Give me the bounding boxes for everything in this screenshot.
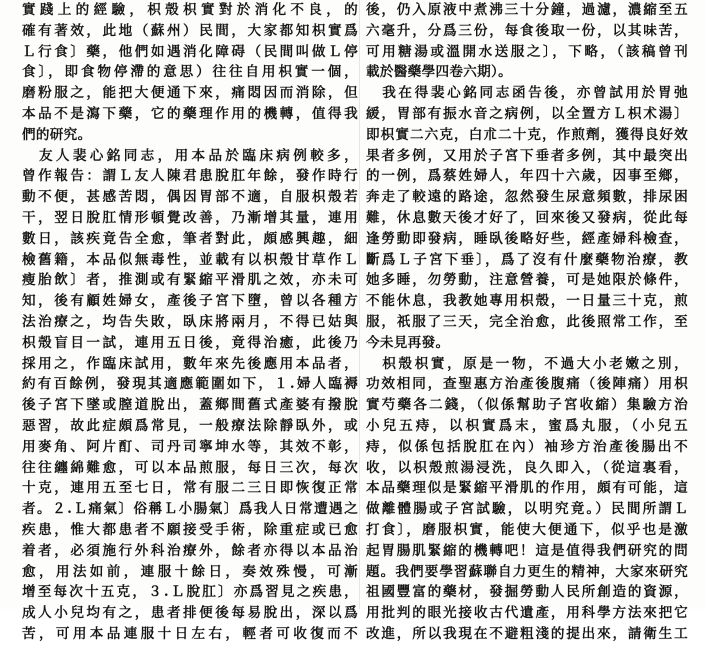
text-line: 本品不是瀉下藥，它的藥理作用的機轉，值得我 bbox=[22, 105, 358, 122]
left-text-column bbox=[22, 0, 358, 642]
text-line: 檢舊籍，本品似無毒性，並載有以枳殼甘草作Ｌ bbox=[22, 251, 358, 268]
text-line: 枳殼枳實，原是一物，不過大小老嫩之別， bbox=[366, 355, 688, 372]
text-line: 成人小兒均有之，患者排便後每易脫出，深以爲 bbox=[22, 605, 358, 622]
text-line: 者。２.Ｌ痛氣〕俗稱Ｌ小腸氣〕爲我人日常遭遇之 bbox=[22, 501, 358, 518]
text-line: 友人裴心銘同志，用本品於臨床病例較多， bbox=[22, 147, 358, 164]
text-line: 用批判的眼光接收古代遺產，用科學方法來把它 bbox=[366, 605, 688, 622]
text-line: 用麥角、阿片酊、司丹司寧坤水等，其效不彰， bbox=[22, 438, 358, 455]
text-line: 後子宮下墜或膣道脫出，蓋鄉間舊式產婆有撥脫 bbox=[22, 397, 358, 414]
text-line: 法治療之，均告失敗，臥床將兩月，不得已姑與 bbox=[22, 313, 358, 330]
text-line: 起胃腸肌緊縮的機轉吧！這是值得我們研究的問 bbox=[366, 542, 688, 559]
text-line: 她多睡，勿勞動，注意營養，可是她限於條件， bbox=[366, 272, 688, 289]
text-line: 收，以枳殼煎湯浸洗，良久即入，（從這裏看， bbox=[366, 459, 688, 476]
text-line: 果者多例，又用於子宮下垂者多例，其中最突出 bbox=[366, 147, 688, 164]
text-line: 疾患，惟大都患者不願接受手術，除重症或已愈 bbox=[22, 521, 358, 538]
text-line: 干，翌日脫肛情形頓覺改善，乃漸增其量，連用 bbox=[22, 209, 358, 226]
text-line: 採用之，作臨床試用，數年來先後應用本品者， bbox=[22, 355, 358, 372]
text-line: 確有著效，此地（蘇州）民間，大家都知枳實爲 bbox=[22, 22, 358, 39]
text-line: 的一例，爲蔡姓婦人，年四十六歲，因事至鄉， bbox=[366, 168, 688, 185]
text-line: 增至每次十五克，３.Ｌ脫肛〕亦爲習見之疾患， bbox=[22, 584, 358, 601]
text-line: 做離體腸或子宮試驗，以明究竟。）民間所謂Ｌ bbox=[366, 501, 688, 518]
text-line: 愈，用法如前，連服十餘日，奏效殊慢，可漸 bbox=[22, 563, 358, 580]
text-line: 約有百餘例，發現其適應範圍如下，１.婦人臨褥 bbox=[22, 376, 358, 393]
text-line: 奔走了較遠的路途，忽然發生尿意頻數，排尿困 bbox=[366, 189, 688, 206]
text-line: 惡習，故此症頗爲常見，一般療法除靜臥外，或 bbox=[22, 417, 358, 434]
text-line: 本品藥理似是緊縮平滑肌的作用，頗有可能，這 bbox=[366, 480, 688, 497]
text-line: 可用糖湯或溫開水送服之〕，下略，（該稿曾刊 bbox=[366, 43, 688, 60]
text-line: 後，仍入原液中煮沸三十分鐘，過濾，濃縮至五 bbox=[366, 2, 688, 18]
text-line: 即枳實二六克，白朮二十克，作煎劑，獲得良好效 bbox=[366, 126, 688, 143]
text-line: 不能休息，我教她專用枳殼，一日量三十克，煎 bbox=[366, 293, 688, 310]
text-line: 實芍藥各二錢，（似係幫助子宮收縮）集驗方治 bbox=[366, 397, 688, 414]
text-line: 苦，可用本品連服十日左右，輕者可收復而不 bbox=[22, 625, 358, 642]
text-line: 改進，所以我現在不避粗淺的提出來，請衛生工 bbox=[366, 625, 688, 642]
text-line: 磨粉服之，能把大便通下來，痛悶因而消除，但 bbox=[22, 85, 358, 102]
text-line: 載於醫藥學四卷六期）。 bbox=[366, 64, 513, 81]
text-line: 今未見再發。 bbox=[366, 334, 450, 351]
text-line: 枳殼盲目一試，連用五日後，竟得治癒，此後乃 bbox=[22, 334, 358, 351]
text-line: 打食〕，磨服枳實，能使大便通下，似乎也是激 bbox=[366, 521, 688, 538]
text-line: 祖國豐富的藥材，發掘勞動人民所創造的資源， bbox=[366, 584, 688, 601]
text-line: 我在得裴心銘同志函告後，亦曾試用於胃弛 bbox=[366, 85, 688, 102]
text-line: 數日，該疾竟告全愈，筆者對此，頗感興趣，細 bbox=[22, 230, 358, 247]
text-line: 往往纏綿難愈，可以本品煎服，每日三次，每次 bbox=[22, 459, 358, 476]
text-line: 服，祇服了三天，完全治愈，此後照常工作，至 bbox=[366, 313, 688, 330]
text-line: 小兒五痔，以枳實爲末，蜜爲丸服，（小兒五 bbox=[366, 417, 688, 434]
right-text-column bbox=[366, 0, 688, 642]
text-line: 痔，似係包括脫肛在內）袖珍方治產後腸出不 bbox=[366, 438, 688, 455]
text-line: 實踐上的經驗，枳殼枳實對於消化不良，的 bbox=[22, 2, 358, 18]
text-line: 着者，必須施行外科治療外，餘者亦得以本品治 bbox=[22, 542, 358, 559]
text-line: 食〕，即食物停滯的意思）往往自用枳實一個， bbox=[22, 64, 358, 81]
text-line: 難，休息數天後才好了，回來後又發病，從此每 bbox=[366, 209, 688, 226]
text-line: 斷爲Ｌ子宮下垂〕，爲了沒有什麼藥物治療，教 bbox=[366, 251, 688, 268]
text-line: 曾作報告：謂Ｌ友人陳君患脫肛年餘，發作時行 bbox=[22, 168, 358, 185]
text-line: 十克，連用五至七日，常有服二三日即恢復正常 bbox=[22, 480, 358, 497]
text-line: 瘦胎飲〕者，推測或有緊縮平滑肌之效，亦未可 bbox=[22, 272, 358, 289]
text-line: 功效相同，查聖惠方治產後腹痛（後陣痛）用枳 bbox=[366, 376, 688, 393]
column-divider bbox=[359, 0, 360, 609]
text-line: 緩，胃部有振水音之病例，以全置方Ｌ枳术湯〕 bbox=[366, 105, 688, 122]
text-line: 六毫升，分爲三份，每食後取一份，以其味苦， bbox=[366, 22, 688, 39]
text-line: 逢勞動即發病，睡臥後略好些，經產婦科檢查， bbox=[366, 230, 688, 247]
text-line: 動不便，甚感苦悶，偶因胃部不適，自服枳殼若 bbox=[22, 189, 358, 206]
text-line: 知，後有顧姓婦女，產後子宮下墮，曾以各種方 bbox=[22, 293, 358, 310]
text-line: Ｌ行食〕藥，他們如遇消化障碍（民間叫做Ｌ停 bbox=[22, 43, 358, 60]
text-line: 題。我們要學習蘇聯自力更生的精神，大家來研究 bbox=[366, 563, 688, 580]
text-line: 們的研究。 bbox=[22, 126, 92, 143]
